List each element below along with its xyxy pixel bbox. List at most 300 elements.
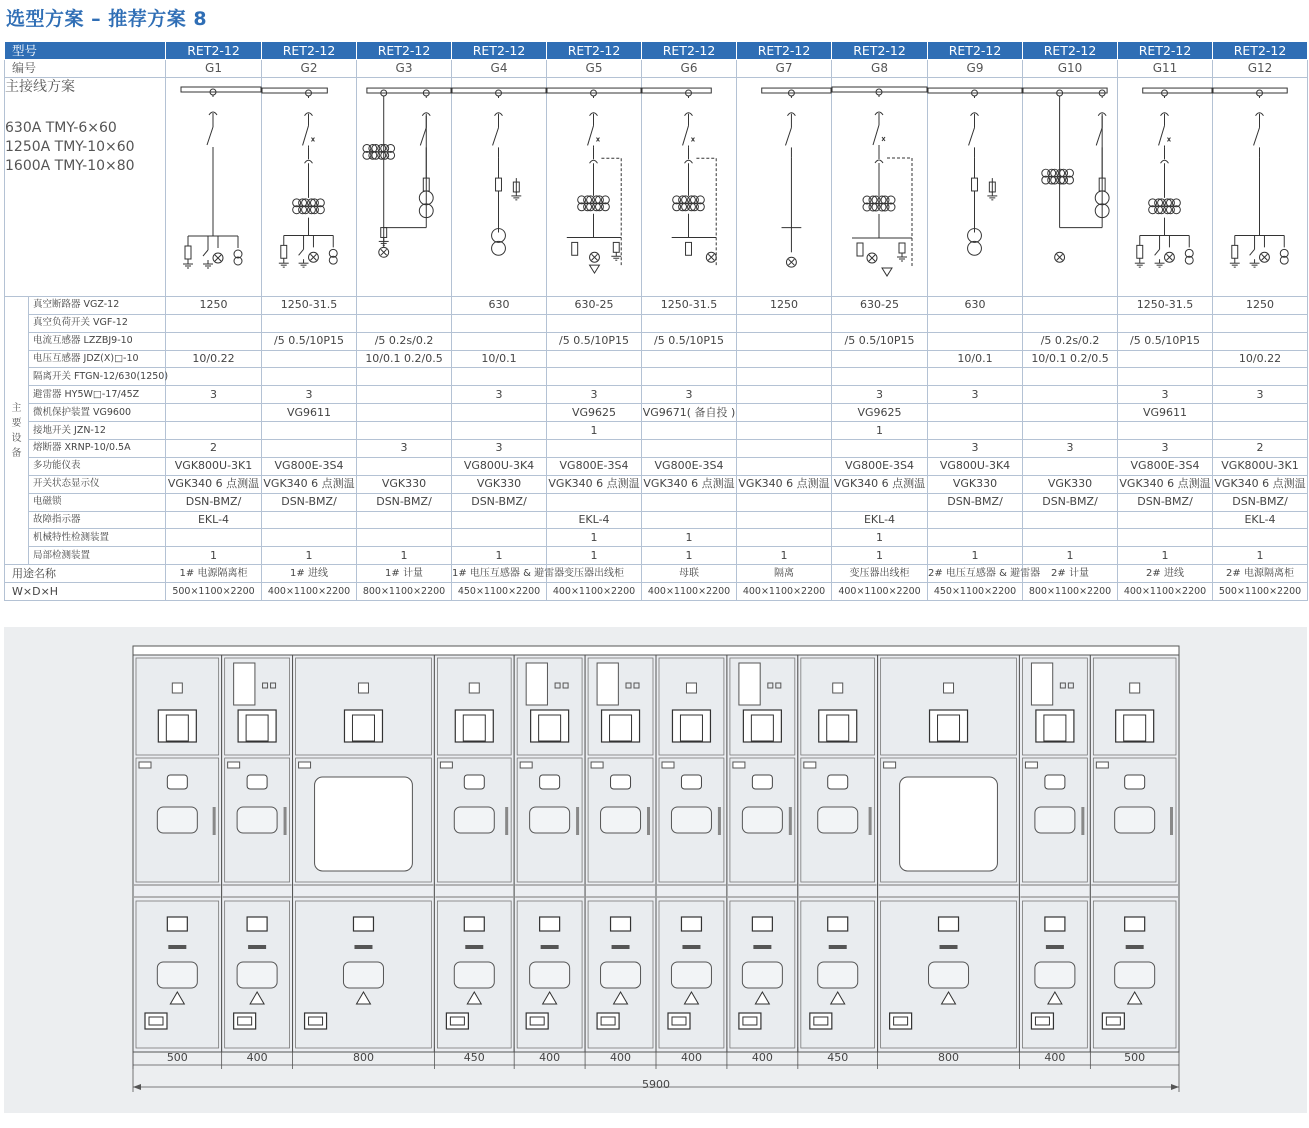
number-cell: G9 [928, 60, 1023, 78]
device-value [357, 457, 452, 475]
device-value: 630 [928, 296, 1023, 314]
model-cell: RET2-12 [547, 42, 642, 60]
device-value [928, 368, 1023, 386]
device-value [832, 350, 928, 368]
device-value [357, 296, 452, 314]
device-value: 1250 [1213, 296, 1308, 314]
cabinet-9 [798, 655, 878, 1052]
device-value: 630 [452, 296, 547, 314]
device-value: 1250 [166, 296, 262, 314]
cabinet-8 [727, 655, 798, 1052]
device-value: VG9611 [1118, 404, 1213, 422]
device-value: 10/0.22 [166, 350, 262, 368]
switchgear-front-view [4, 627, 1307, 1113]
usage-cell: 2# 电源隔离柜 [1213, 565, 1308, 583]
device-value: VG800E-3S4 [262, 457, 357, 475]
device-value: EKL-4 [1213, 511, 1308, 529]
device-value: VGK340 6 点测温 [1118, 475, 1213, 493]
device-value [737, 404, 832, 422]
usage-cell: 2# 进线 [1118, 565, 1213, 583]
device-value: 1 [832, 422, 928, 440]
device-value [1023, 422, 1118, 440]
device-value: VGK340 6 点测温 [642, 475, 737, 493]
device-value [928, 404, 1023, 422]
device-value: VG9625 [547, 404, 642, 422]
wiring-diagram-cell [547, 77, 642, 296]
device-value: DSN-BMZ/ [452, 493, 547, 511]
usage-label: 用途名称 [5, 565, 166, 583]
main-equipment-char: 主 [11, 402, 22, 414]
device-value: VG9671( 备自投 ) [642, 404, 737, 422]
device-value [1213, 404, 1308, 422]
device-value [452, 422, 547, 440]
device-value [1118, 314, 1213, 332]
wiring-diagram-cell [357, 77, 452, 296]
device-value [737, 368, 832, 386]
cabinet-width-label: 800 [938, 1051, 960, 1064]
single-line-diagram [1213, 78, 1307, 296]
wiring-diagram-cell [1118, 77, 1213, 296]
model-cell: RET2-12 [832, 42, 928, 60]
device-value: 10/0.1 0.2/0.5 [357, 350, 452, 368]
cabinet-width-label: 400 [751, 1051, 773, 1064]
device-value [642, 440, 737, 458]
single-line-diagram [1118, 78, 1212, 296]
device-value: 2 [1213, 440, 1308, 458]
device-value [1023, 314, 1118, 332]
device-name: 电磁锁 [29, 493, 166, 511]
device-value: 1 [928, 547, 1023, 565]
device-name: 故障指示器 [29, 511, 166, 529]
number-cell: G4 [452, 60, 547, 78]
device-value [737, 332, 832, 350]
cabinet-6 [585, 655, 656, 1052]
device-value [928, 529, 1023, 547]
device-value [452, 404, 547, 422]
dims-cell: 400×1100×2200 [832, 583, 928, 601]
model-cell: RET2-12 [1118, 42, 1213, 60]
device-value: 3 [1023, 440, 1118, 458]
cabinet-10 [878, 655, 1020, 1052]
number-label: 编号 [5, 60, 166, 78]
device-name: 开关状态显示仪 [29, 475, 166, 493]
device-value: 630-25 [547, 296, 642, 314]
dims-cell: 400×1100×2200 [262, 583, 357, 601]
device-value [832, 368, 928, 386]
device-value: 1 [1213, 547, 1308, 565]
device-value [928, 314, 1023, 332]
device-value [832, 493, 928, 511]
device-value [547, 314, 642, 332]
device-value: /5 0.5/10P15 [262, 332, 357, 350]
device-value: 3 [1118, 386, 1213, 404]
usage-cell: 变压器出线柜 [832, 565, 928, 583]
device-name: 真空断路器 VGZ-12 [29, 296, 166, 314]
device-value: VG800E-3S4 [547, 457, 642, 475]
wiring-diagram-cell [1213, 77, 1308, 296]
device-name: 微机保护装置 VG9600 [29, 404, 166, 422]
device-value: 3 [928, 386, 1023, 404]
dims-cell: 400×1100×2200 [642, 583, 737, 601]
device-value: 1 [547, 547, 642, 565]
top-frame [133, 646, 1179, 655]
dims-row [5, 583, 1308, 601]
single-line-diagram [928, 78, 1022, 296]
single-line-diagram [357, 78, 451, 296]
busbar-spec: 630A TMY-6×60 [5, 119, 117, 136]
device-value [262, 368, 357, 386]
single-line-diagram [452, 78, 546, 296]
device-value [452, 332, 547, 350]
busbar-spec: 1600A TMY-10×80 [5, 157, 135, 174]
device-value [1213, 368, 1308, 386]
dims-label: W×D×H [5, 583, 166, 601]
device-value: 3 [547, 386, 642, 404]
device-value: VG800E-3S4 [832, 457, 928, 475]
single-line-diagram [547, 78, 641, 296]
device-value: 1 [832, 529, 928, 547]
equipment-row [5, 386, 1308, 404]
device-value [166, 529, 262, 547]
device-value [642, 511, 737, 529]
device-value: 3 [1118, 440, 1213, 458]
device-value [166, 404, 262, 422]
device-value: 1 [737, 547, 832, 565]
device-value: DSN-BMZ/ [928, 493, 1023, 511]
device-value [1023, 404, 1118, 422]
usage-cell: 1# 进线 [262, 565, 357, 583]
model-cell: RET2-12 [642, 42, 737, 60]
device-name: 机械特性检测装置 [29, 529, 166, 547]
device-value [166, 368, 262, 386]
device-value: VGK340 6 点测温 [166, 475, 262, 493]
dims-cell: 400×1100×2200 [1118, 583, 1213, 601]
equipment-row [5, 404, 1308, 422]
single-line-diagram [642, 78, 736, 296]
device-value: /5 0.2s/0.2 [1023, 332, 1118, 350]
device-value [737, 314, 832, 332]
model-cell: RET2-12 [737, 42, 832, 60]
cabinet-1 [133, 655, 222, 1052]
device-value: 1 [452, 547, 547, 565]
number-cell: G12 [1213, 60, 1308, 78]
equipment-row [5, 422, 1308, 440]
equipment-row [5, 350, 1308, 368]
device-value [737, 350, 832, 368]
device-value: 1250-31.5 [262, 296, 357, 314]
equipment-row [5, 529, 1308, 547]
dims-cell: 800×1100×2200 [357, 583, 452, 601]
cabinet-width-label: 450 [463, 1051, 485, 1064]
device-value: DSN-BMZ/ [1118, 493, 1213, 511]
device-value: /5 0.5/10P15 [642, 332, 737, 350]
busbar-spec: 1250A TMY-10×60 [5, 138, 135, 155]
device-value [1023, 529, 1118, 547]
device-value: 1 [547, 422, 642, 440]
usage-cell: 2# 电压互感器 & 避雷器 [928, 565, 1023, 583]
device-value: /5 0.5/10P15 [547, 332, 642, 350]
device-value: 10/0.22 [1213, 350, 1308, 368]
single-line-diagram [832, 78, 927, 296]
cabinet-width-label: 400 [680, 1051, 702, 1064]
device-value [262, 422, 357, 440]
device-value [737, 511, 832, 529]
single-line-diagram [737, 78, 831, 296]
device-value [737, 440, 832, 458]
model-cell: RET2-12 [166, 42, 262, 60]
device-value: VG9611 [262, 404, 357, 422]
device-value [737, 457, 832, 475]
equipment-row [5, 547, 1308, 565]
device-value [1023, 296, 1118, 314]
device-value [262, 529, 357, 547]
device-value [737, 386, 832, 404]
wiring-diagram-cell [452, 77, 547, 296]
dims-cell: 450×1100×2200 [928, 583, 1023, 601]
dims-cell: 400×1100×2200 [547, 583, 642, 601]
cabinet-width-label: 400 [539, 1051, 561, 1064]
device-value: 3 [166, 386, 262, 404]
device-value [452, 368, 547, 386]
device-name: 电压互感器 JDZ(X)□-10 [29, 350, 166, 368]
device-value: VGK800U-3K1 [1213, 457, 1308, 475]
total-width-label: 5900 [642, 1078, 670, 1091]
device-value [928, 332, 1023, 350]
number-cell: G8 [832, 60, 928, 78]
wiring-diagram-cell [1023, 77, 1118, 296]
equipment-row [5, 457, 1308, 475]
equipment-row [5, 314, 1308, 332]
number-cell: G1 [166, 60, 262, 78]
model-cell: RET2-12 [1213, 42, 1308, 60]
device-value [832, 314, 928, 332]
device-value [832, 440, 928, 458]
number-cell: G7 [737, 60, 832, 78]
device-value [737, 493, 832, 511]
model-cell: RET2-12 [928, 42, 1023, 60]
device-value [1118, 422, 1213, 440]
dims-cell: 400×1100×2200 [737, 583, 832, 601]
cabinet-width-label: 400 [610, 1051, 632, 1064]
device-value: 3 [262, 386, 357, 404]
device-name: 局部检测装置 [29, 547, 166, 565]
diagram-label: 主接线方案 [5, 78, 75, 95]
device-value [357, 529, 452, 547]
cabinet-2 [222, 655, 293, 1052]
device-name: 隔离开关 FTGN-12/630(1250) [29, 368, 166, 386]
device-value: 3 [832, 386, 928, 404]
device-value [357, 511, 452, 529]
device-value: 3 [928, 440, 1023, 458]
equipment-row [5, 368, 1308, 386]
equipment-row [5, 511, 1308, 529]
device-value: 1 [262, 547, 357, 565]
device-value [1213, 314, 1308, 332]
wiring-diagram-cell [832, 77, 928, 296]
device-value [928, 511, 1023, 529]
device-value: VGK330 [928, 475, 1023, 493]
number-cell: G10 [1023, 60, 1118, 78]
device-value [262, 314, 357, 332]
device-value [262, 511, 357, 529]
cabinet-width-label: 400 [1044, 1051, 1066, 1064]
model-cell: RET2-12 [452, 42, 547, 60]
usage-cell: 1# 计量 [357, 565, 452, 583]
usage-cell: 变压器出线柜 [547, 565, 642, 583]
number-cell: G11 [1118, 60, 1213, 78]
device-value: VG800E-3S4 [1118, 457, 1213, 475]
device-value: 10/0.1 [452, 350, 547, 368]
usage-cell: 1# 电压互感器 & 避雷器 [452, 565, 547, 583]
device-value [357, 404, 452, 422]
model-cell: RET2-12 [262, 42, 357, 60]
main-equipment-char: 要 [11, 417, 22, 429]
device-name: 真空负荷开关 VGF-12 [29, 314, 166, 332]
diagram-row [5, 77, 1308, 296]
device-value: VGK330 [1023, 475, 1118, 493]
device-value: 1 [1118, 547, 1213, 565]
device-value: VG800U-3K4 [928, 457, 1023, 475]
device-value [166, 422, 262, 440]
cabinet-width-label: 400 [246, 1051, 268, 1064]
device-value: 3 [1213, 386, 1308, 404]
single-line-diagram [262, 78, 356, 296]
device-value [642, 314, 737, 332]
dims-cell: 800×1100×2200 [1023, 583, 1118, 601]
single-line-diagram [1023, 78, 1117, 296]
cabinet-7 [656, 655, 727, 1052]
number-cell: G2 [262, 60, 357, 78]
device-value: 1 [357, 547, 452, 565]
number-cell: G3 [357, 60, 452, 78]
device-value [928, 422, 1023, 440]
device-value [1118, 350, 1213, 368]
wiring-diagram-cell [928, 77, 1023, 296]
device-value: VGK340 6 点测温 [737, 475, 832, 493]
device-value: VG800U-3K4 [452, 457, 547, 475]
usage-cell: 1# 电源隔离柜 [166, 565, 262, 583]
device-name: 熔断器 XRNP-10/0.5A [29, 440, 166, 458]
device-value [737, 422, 832, 440]
diagram-label-cell [5, 77, 166, 296]
device-value [1213, 529, 1308, 547]
device-value: 3 [452, 386, 547, 404]
device-value: 3 [642, 386, 737, 404]
equipment-row [5, 332, 1308, 350]
device-value: /5 0.5/10P15 [1118, 332, 1213, 350]
device-value [1023, 386, 1118, 404]
device-value: 1 [642, 547, 737, 565]
device-value [452, 511, 547, 529]
device-value [1118, 511, 1213, 529]
device-value: 1 [547, 529, 642, 547]
usage-cell: 隔离 [737, 565, 832, 583]
cabinet-12 [1090, 655, 1179, 1052]
cabinet-3 [293, 655, 435, 1052]
device-value: 630-25 [832, 296, 928, 314]
device-value [642, 350, 737, 368]
device-value: 1 [642, 529, 737, 547]
number-cell: G6 [642, 60, 737, 78]
usage-cell: 母联 [642, 565, 737, 583]
device-value: 1250-31.5 [1118, 296, 1213, 314]
cabinet-5 [514, 655, 585, 1052]
device-value [547, 493, 642, 511]
device-value: VG9625 [832, 404, 928, 422]
device-value [547, 440, 642, 458]
usage-cell: 2# 计量 [1023, 565, 1118, 583]
wiring-diagram-cell [642, 77, 737, 296]
device-value: DSN-BMZ/ [1023, 493, 1118, 511]
device-value: DSN-BMZ/ [262, 493, 357, 511]
device-value: EKL-4 [166, 511, 262, 529]
cabinet-4 [434, 655, 514, 1052]
main-equipment-label [5, 296, 29, 564]
device-value [357, 422, 452, 440]
device-value [357, 368, 452, 386]
model-cell: RET2-12 [357, 42, 452, 60]
device-value: DSN-BMZ/ [1213, 493, 1308, 511]
dims-cell: 500×1100×2200 [166, 583, 262, 601]
device-value [1213, 422, 1308, 440]
device-value [1023, 368, 1118, 386]
device-name: 接地开关 JZN-12 [29, 422, 166, 440]
device-name: 避雷器 HY5W□-17/45Z [29, 386, 166, 404]
front-elevation-drawing [4, 627, 1307, 1113]
model-cell: RET2-12 [1023, 42, 1118, 60]
device-value [642, 422, 737, 440]
device-value [262, 350, 357, 368]
device-value: 1 [1023, 547, 1118, 565]
device-value: /5 0.2s/0.2 [357, 332, 452, 350]
device-value: EKL-4 [832, 511, 928, 529]
wiring-diagram-cell [262, 77, 357, 296]
main-equipment-char: 备 [11, 447, 22, 459]
device-value: 1250-31.5 [642, 296, 737, 314]
device-value [166, 314, 262, 332]
device-value: 10/0.1 [928, 350, 1023, 368]
device-value: VGK330 [357, 475, 452, 493]
device-name: 电流互感器 LZZBJ9-10 [29, 332, 166, 350]
equipment-row [5, 493, 1308, 511]
device-value [357, 386, 452, 404]
device-value: VGK330 [452, 475, 547, 493]
device-value: DSN-BMZ/ [166, 493, 262, 511]
device-value [547, 350, 642, 368]
dims-cell: 450×1100×2200 [452, 583, 547, 601]
device-name: 多功能仪表 [29, 457, 166, 475]
device-value [452, 529, 547, 547]
device-value: VGK340 6 点测温 [547, 475, 642, 493]
cabinet-width-label: 500 [166, 1051, 188, 1064]
device-value [262, 440, 357, 458]
device-value [1213, 332, 1308, 350]
device-value: 1250 [737, 296, 832, 314]
device-value [737, 529, 832, 547]
device-value [547, 368, 642, 386]
number-row [5, 60, 1308, 78]
page-title: 选型方案 – 推荐方案 8 [6, 8, 208, 30]
model-label: 型号 [5, 42, 166, 60]
dims-cell: 500×1100×2200 [1213, 583, 1308, 601]
device-value: VGK340 6 点测温 [262, 475, 357, 493]
device-value [357, 314, 452, 332]
scheme-table [4, 41, 1308, 601]
wiring-diagram-cell [737, 77, 832, 296]
number-cell: G5 [547, 60, 642, 78]
device-value: 1 [166, 547, 262, 565]
device-value: EKL-4 [547, 511, 642, 529]
